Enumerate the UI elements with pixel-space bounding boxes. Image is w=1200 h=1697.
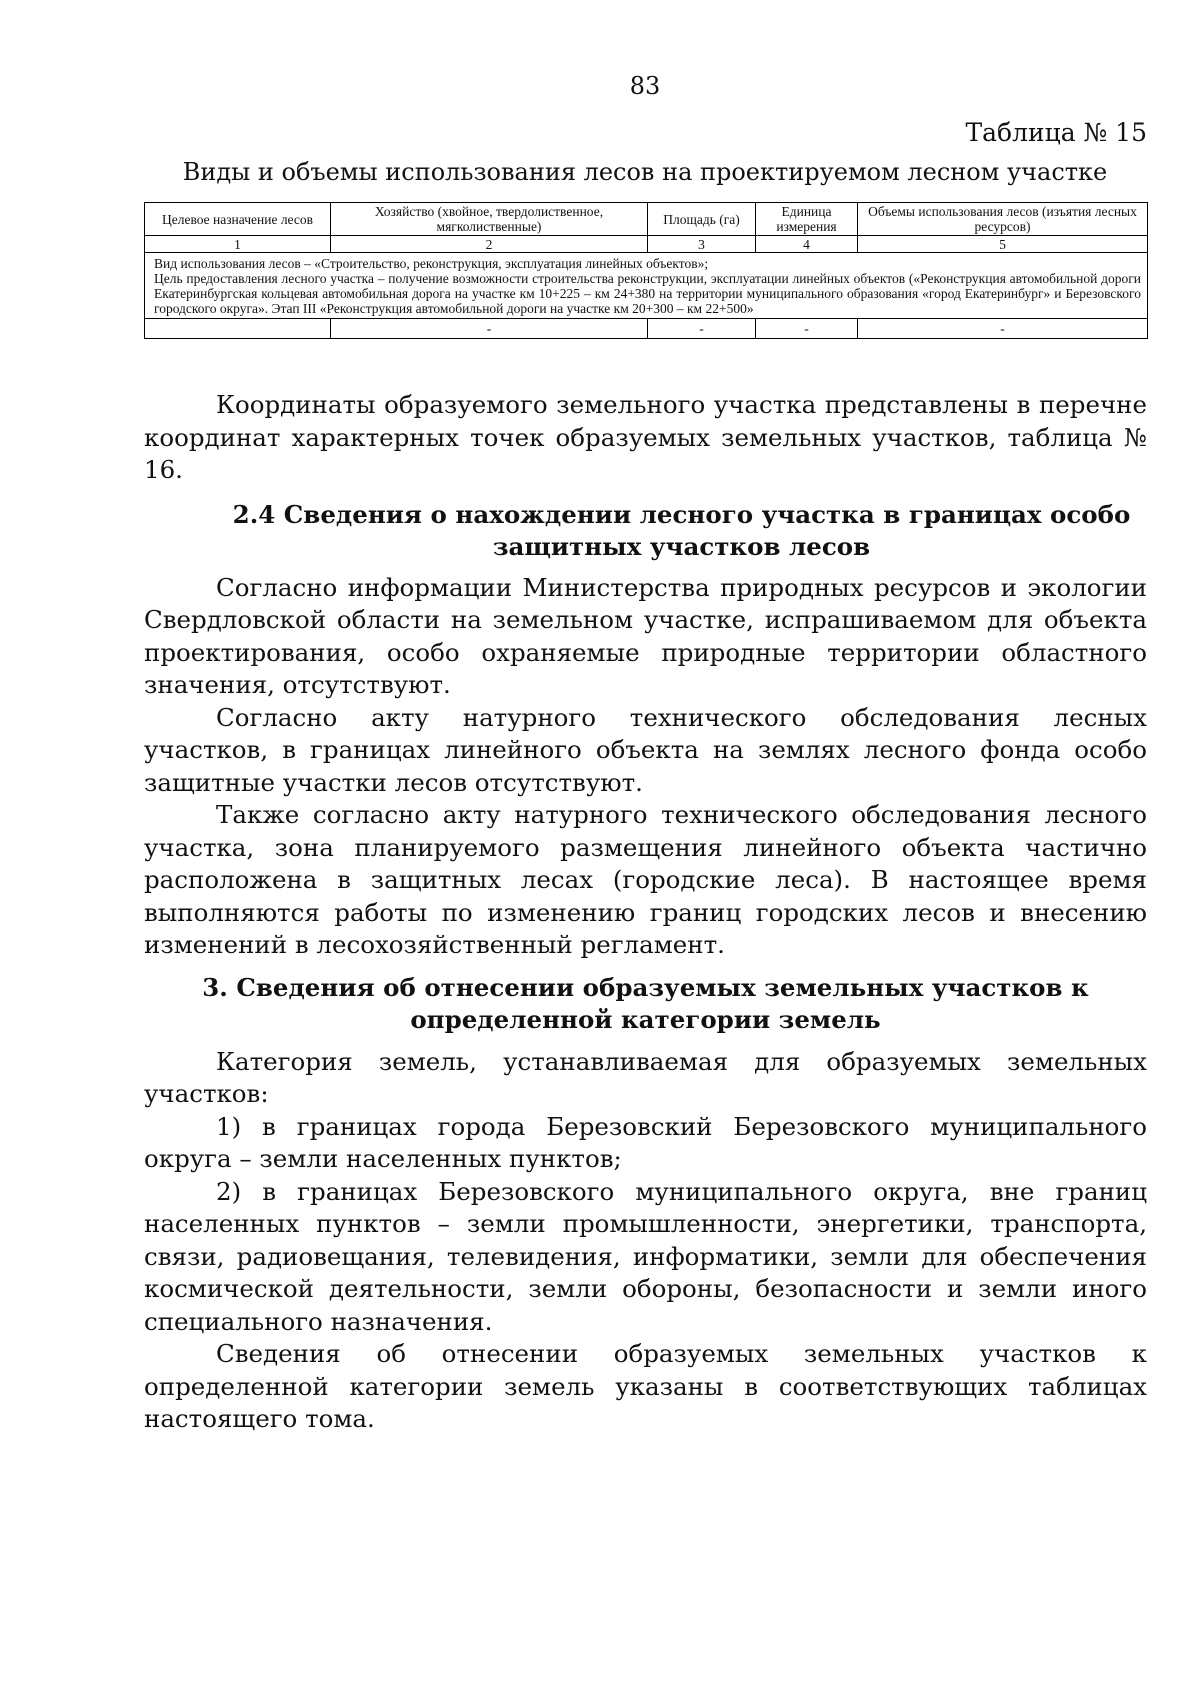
table-cell: - (756, 319, 858, 339)
body-paragraph: 1) в границах города Березовский Березовского муниципального округа – земли населенных пунктов; (144, 1111, 1147, 1173)
body-paragraph: Категория земель, устанавливаемая для образуемых земельных участков: (144, 1046, 1147, 1108)
body-paragraph: 2) в границах Березовского муниципального округа, вне границ населенных пунктов – земли промышленности, энергетики, транспорта, связи, радиовещания, телевидения, информатики, земли для обеспечения космической деятельности, земли обороны, безопасности и земли иного специального назначения. (144, 1176, 1147, 1336)
column-number-cell: 2 (331, 236, 648, 253)
table-header-cell: Хозяйство (хвойное, твердолиственное, мягколиственные) (331, 203, 648, 236)
forest-use-purpose-text: Цель предоставления лесного участка – получение возможности строительства реконструкции, эксплуатации линейных объектов («Реконструкция автомобильной дороги Екатеринбургская кольцевая автомобильная дорога на участке км 10+225 – км 24+380 на территории муниципального образования «город Екатеринбург» и Березовского городского округа». Этап III «Реконструкция автомобильной дороги на участке км 20+300 – км 22+500» (154, 271, 1141, 316)
body-paragraph: Согласно информации Министерства природных ресурсов и экологии Свердловской области на земельном участке, испрашиваемом для объекта проектирования, особо охраняемые природные территории областного значения, отсутствуют. (144, 572, 1147, 699)
table-cell (145, 319, 331, 339)
table-label: Таблица № 15 (965, 118, 1147, 147)
table-header-cell: Площадь (га) (648, 203, 756, 236)
table-cell: - (858, 319, 1148, 339)
forest-use-table (144, 202, 1148, 339)
table-title: Виды и объемы использования лесов на проектируемом лесном участке (182, 158, 1108, 186)
table-span-row (145, 253, 1148, 319)
section-2-4-heading: 2.4 Сведения о нахождении лесного участка в границах особо защитных участков лесов (232, 499, 1131, 561)
table-header-cell: Целевое назначение лесов (145, 203, 331, 236)
column-number-cell: 5 (858, 236, 1148, 253)
body-paragraph: Также согласно акту натурного технического обследования лесного участка, зона планируемого размещения линейного объекта частично расположена в защитных лесах (городские леса). В настоящее время выполняются работы по изменению границ городских лесов и внесению изменений в лесохозяйственный регламент. (144, 800, 1147, 959)
coordinates-paragraph: Координаты образуемого земельного участка представлены в перечне координат характерных точек образуемых земельных участков, таблица № 16. (144, 390, 1147, 484)
table-header-cell: Единица измерения (756, 203, 858, 236)
table-header-row (145, 203, 1148, 236)
column-number-cell: 1 (145, 236, 331, 253)
body-paragraph: Согласно акту натурного технического обследования лесных участков, в границах линейного объекта на землях лесного фонда особо защитные участки лесов отсутствуют. (144, 702, 1147, 797)
table-header-cell: Объемы использования лесов (изъятия лесных ресурсов) (858, 203, 1148, 236)
forest-use-type-text: Вид использования лесов – «Строительство, реконструкция, эксплуатация линейных объектов»; (154, 256, 709, 271)
table-cell: - (648, 319, 756, 339)
page-number: 83 (629, 72, 661, 100)
table-span-cell (145, 253, 1148, 319)
table-row (145, 319, 1148, 339)
document-body (144, 389, 1147, 1436)
column-number-cell: 3 (648, 236, 756, 253)
table-cell: - (331, 319, 648, 339)
section-3-heading: 3. Сведения об отнесении образуемых земельных участков к определенной категории земель (202, 972, 1089, 1034)
column-number-cell: 4 (756, 236, 858, 253)
table-column-number-row (145, 236, 1148, 253)
body-paragraph: Сведения об отнесении образуемых земельных участков к определенной категории земель указаны в соответствующих таблицах настоящего тома. (144, 1339, 1147, 1433)
